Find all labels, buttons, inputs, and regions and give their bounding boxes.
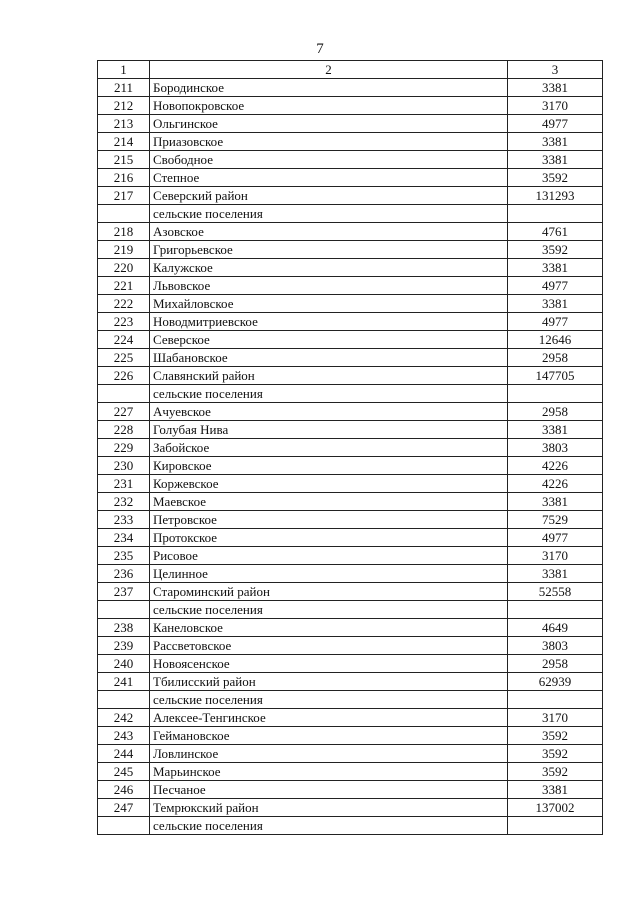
table-row xyxy=(98,673,603,691)
table-row xyxy=(98,241,603,259)
row-name-cell: Ачуевское xyxy=(150,403,508,421)
row-value-cell: 4977 xyxy=(508,115,603,133)
table-row xyxy=(98,349,603,367)
row-number-cell: 214 xyxy=(98,133,150,151)
row-value-cell xyxy=(508,601,603,619)
row-value-cell: 2958 xyxy=(508,655,603,673)
row-value-cell: 3803 xyxy=(508,637,603,655)
row-name-cell: сельские поселения xyxy=(150,691,508,709)
row-name-cell: Славянский район xyxy=(150,367,508,385)
row-name-cell: Северское xyxy=(150,331,508,349)
row-value-cell: 131293 xyxy=(508,187,603,205)
row-number-cell: 223 xyxy=(98,313,150,331)
row-number-cell: 240 xyxy=(98,655,150,673)
table-row xyxy=(98,493,603,511)
row-number-cell: 226 xyxy=(98,367,150,385)
table-row xyxy=(98,529,603,547)
row-number-cell: 247 xyxy=(98,799,150,817)
row-name-cell: Григорьевское xyxy=(150,241,508,259)
row-number-cell: 227 xyxy=(98,403,150,421)
row-name-cell: сельские поселения xyxy=(150,817,508,835)
table-row xyxy=(98,799,603,817)
row-value-cell: 3381 xyxy=(508,421,603,439)
table-row xyxy=(98,79,603,97)
row-name-cell: Львовское xyxy=(150,277,508,295)
row-number-cell xyxy=(98,385,150,403)
row-name-cell: сельские поселения xyxy=(150,385,508,403)
row-number-cell: 235 xyxy=(98,547,150,565)
row-name-cell: Кировское xyxy=(150,457,508,475)
table-header-row xyxy=(98,61,603,79)
row-name-cell: Геймановское xyxy=(150,727,508,745)
row-value-cell: 3170 xyxy=(508,709,603,727)
row-number-cell: 213 xyxy=(98,115,150,133)
row-name-cell: Новодмитриевское xyxy=(150,313,508,331)
row-name-cell: Голубая Нива xyxy=(150,421,508,439)
row-value-cell: 3592 xyxy=(508,169,603,187)
row-name-cell: Староминский район xyxy=(150,583,508,601)
row-number-cell: 211 xyxy=(98,79,150,97)
table-row xyxy=(98,709,603,727)
row-value-cell: 3381 xyxy=(508,295,603,313)
row-name-cell: Новоясенское xyxy=(150,655,508,673)
column-header-1: 1 xyxy=(98,61,150,79)
table-row xyxy=(98,205,603,223)
row-value-cell xyxy=(508,817,603,835)
row-name-cell: сельские поселения xyxy=(150,601,508,619)
row-number-cell: 246 xyxy=(98,781,150,799)
row-name-cell: Михайловское xyxy=(150,295,508,313)
row-number-cell xyxy=(98,691,150,709)
row-value-cell: 3592 xyxy=(508,763,603,781)
row-name-cell: Целинное xyxy=(150,565,508,583)
table-row xyxy=(98,583,603,601)
row-name-cell: сельские поселения xyxy=(150,205,508,223)
row-name-cell: Новопокровское xyxy=(150,97,508,115)
row-value-cell: 147705 xyxy=(508,367,603,385)
row-number-cell xyxy=(98,601,150,619)
table-row xyxy=(98,439,603,457)
table-row xyxy=(98,565,603,583)
table-row xyxy=(98,331,603,349)
row-value-cell: 2958 xyxy=(508,349,603,367)
row-number-cell: 236 xyxy=(98,565,150,583)
row-name-cell: Степное xyxy=(150,169,508,187)
row-value-cell xyxy=(508,205,603,223)
row-value-cell: 12646 xyxy=(508,331,603,349)
table-row xyxy=(98,727,603,745)
table-row xyxy=(98,421,603,439)
row-name-cell: Приазовское xyxy=(150,133,508,151)
row-name-cell: Канеловское xyxy=(150,619,508,637)
row-value-cell: 3381 xyxy=(508,781,603,799)
row-number-cell xyxy=(98,817,150,835)
row-value-cell: 3592 xyxy=(508,745,603,763)
table-row xyxy=(98,691,603,709)
row-value-cell: 3381 xyxy=(508,133,603,151)
row-name-cell: Северский район xyxy=(150,187,508,205)
row-number-cell: 237 xyxy=(98,583,150,601)
row-number-cell: 239 xyxy=(98,637,150,655)
table-row xyxy=(98,457,603,475)
row-value-cell: 3381 xyxy=(508,151,603,169)
table-row xyxy=(98,187,603,205)
table-row xyxy=(98,475,603,493)
row-name-cell: Темрюкский район xyxy=(150,799,508,817)
row-number-cell: 238 xyxy=(98,619,150,637)
row-number-cell: 215 xyxy=(98,151,150,169)
row-name-cell: Шабановское xyxy=(150,349,508,367)
table-row xyxy=(98,601,603,619)
table-row xyxy=(98,97,603,115)
table-row xyxy=(98,511,603,529)
column-header-2: 2 xyxy=(150,61,508,79)
table-row xyxy=(98,619,603,637)
table-body xyxy=(98,61,603,835)
row-number-cell: 232 xyxy=(98,493,150,511)
data-table xyxy=(97,60,603,835)
row-value-cell: 7529 xyxy=(508,511,603,529)
page-number: 7 xyxy=(316,41,324,57)
table-row xyxy=(98,169,603,187)
row-value-cell: 3381 xyxy=(508,79,603,97)
row-value-cell: 52558 xyxy=(508,583,603,601)
table-row xyxy=(98,313,603,331)
table-row xyxy=(98,115,603,133)
row-name-cell: Протокское xyxy=(150,529,508,547)
row-name-cell: Песчаное xyxy=(150,781,508,799)
row-value-cell: 3381 xyxy=(508,493,603,511)
row-name-cell: Забойское xyxy=(150,439,508,457)
row-name-cell: Ольгинское xyxy=(150,115,508,133)
row-value-cell: 4977 xyxy=(508,277,603,295)
row-name-cell: Рассветовское xyxy=(150,637,508,655)
row-value-cell: 3592 xyxy=(508,241,603,259)
row-number-cell: 234 xyxy=(98,529,150,547)
row-number-cell: 244 xyxy=(98,745,150,763)
row-number-cell: 242 xyxy=(98,709,150,727)
row-value-cell: 2958 xyxy=(508,403,603,421)
column-header-3: 3 xyxy=(508,61,603,79)
row-value-cell: 4977 xyxy=(508,313,603,331)
row-number-cell: 221 xyxy=(98,277,150,295)
row-value-cell: 3592 xyxy=(508,727,603,745)
row-name-cell: Марьинское xyxy=(150,763,508,781)
row-name-cell: Калужское xyxy=(150,259,508,277)
row-value-cell: 137002 xyxy=(508,799,603,817)
table-row xyxy=(98,151,603,169)
row-number-cell: 228 xyxy=(98,421,150,439)
row-name-cell: Азовское xyxy=(150,223,508,241)
row-number-cell: 212 xyxy=(98,97,150,115)
table-row xyxy=(98,745,603,763)
row-name-cell: Рисовое xyxy=(150,547,508,565)
row-name-cell: Петровское xyxy=(150,511,508,529)
table-row xyxy=(98,259,603,277)
row-number-cell: 230 xyxy=(98,457,150,475)
row-value-cell xyxy=(508,385,603,403)
table-row xyxy=(98,547,603,565)
table-row xyxy=(98,655,603,673)
row-name-cell: Бородинское xyxy=(150,79,508,97)
table-row xyxy=(98,223,603,241)
row-value-cell: 3381 xyxy=(508,565,603,583)
row-value-cell: 62939 xyxy=(508,673,603,691)
row-number-cell: 231 xyxy=(98,475,150,493)
row-value-cell xyxy=(508,691,603,709)
row-number-cell: 241 xyxy=(98,673,150,691)
row-number-cell xyxy=(98,205,150,223)
row-value-cell: 3170 xyxy=(508,547,603,565)
row-value-cell: 4649 xyxy=(508,619,603,637)
row-number-cell: 225 xyxy=(98,349,150,367)
row-name-cell: Тбилисский район xyxy=(150,673,508,691)
row-number-cell: 216 xyxy=(98,169,150,187)
row-value-cell: 4226 xyxy=(508,475,603,493)
row-value-cell: 3381 xyxy=(508,259,603,277)
table-row xyxy=(98,403,603,421)
row-value-cell: 4761 xyxy=(508,223,603,241)
table-row xyxy=(98,367,603,385)
row-number-cell: 229 xyxy=(98,439,150,457)
row-name-cell: Маевское xyxy=(150,493,508,511)
row-number-cell: 220 xyxy=(98,259,150,277)
row-value-cell: 3803 xyxy=(508,439,603,457)
row-number-cell: 218 xyxy=(98,223,150,241)
table-row xyxy=(98,817,603,835)
table-row xyxy=(98,637,603,655)
table-row xyxy=(98,763,603,781)
row-name-cell: Ловлинское xyxy=(150,745,508,763)
row-number-cell: 243 xyxy=(98,727,150,745)
row-number-cell: 224 xyxy=(98,331,150,349)
row-value-cell: 3170 xyxy=(508,97,603,115)
row-value-cell: 4977 xyxy=(508,529,603,547)
row-name-cell: Свободное xyxy=(150,151,508,169)
row-number-cell: 233 xyxy=(98,511,150,529)
table-row xyxy=(98,385,603,403)
row-name-cell: Коржевское xyxy=(150,475,508,493)
table-row xyxy=(98,133,603,151)
row-value-cell: 4226 xyxy=(508,457,603,475)
table-row xyxy=(98,277,603,295)
row-number-cell: 217 xyxy=(98,187,150,205)
table-row xyxy=(98,781,603,799)
table-row xyxy=(98,295,603,313)
row-name-cell: Алексее-Тенгинское xyxy=(150,709,508,727)
row-number-cell: 245 xyxy=(98,763,150,781)
row-number-cell: 219 xyxy=(98,241,150,259)
row-number-cell: 222 xyxy=(98,295,150,313)
